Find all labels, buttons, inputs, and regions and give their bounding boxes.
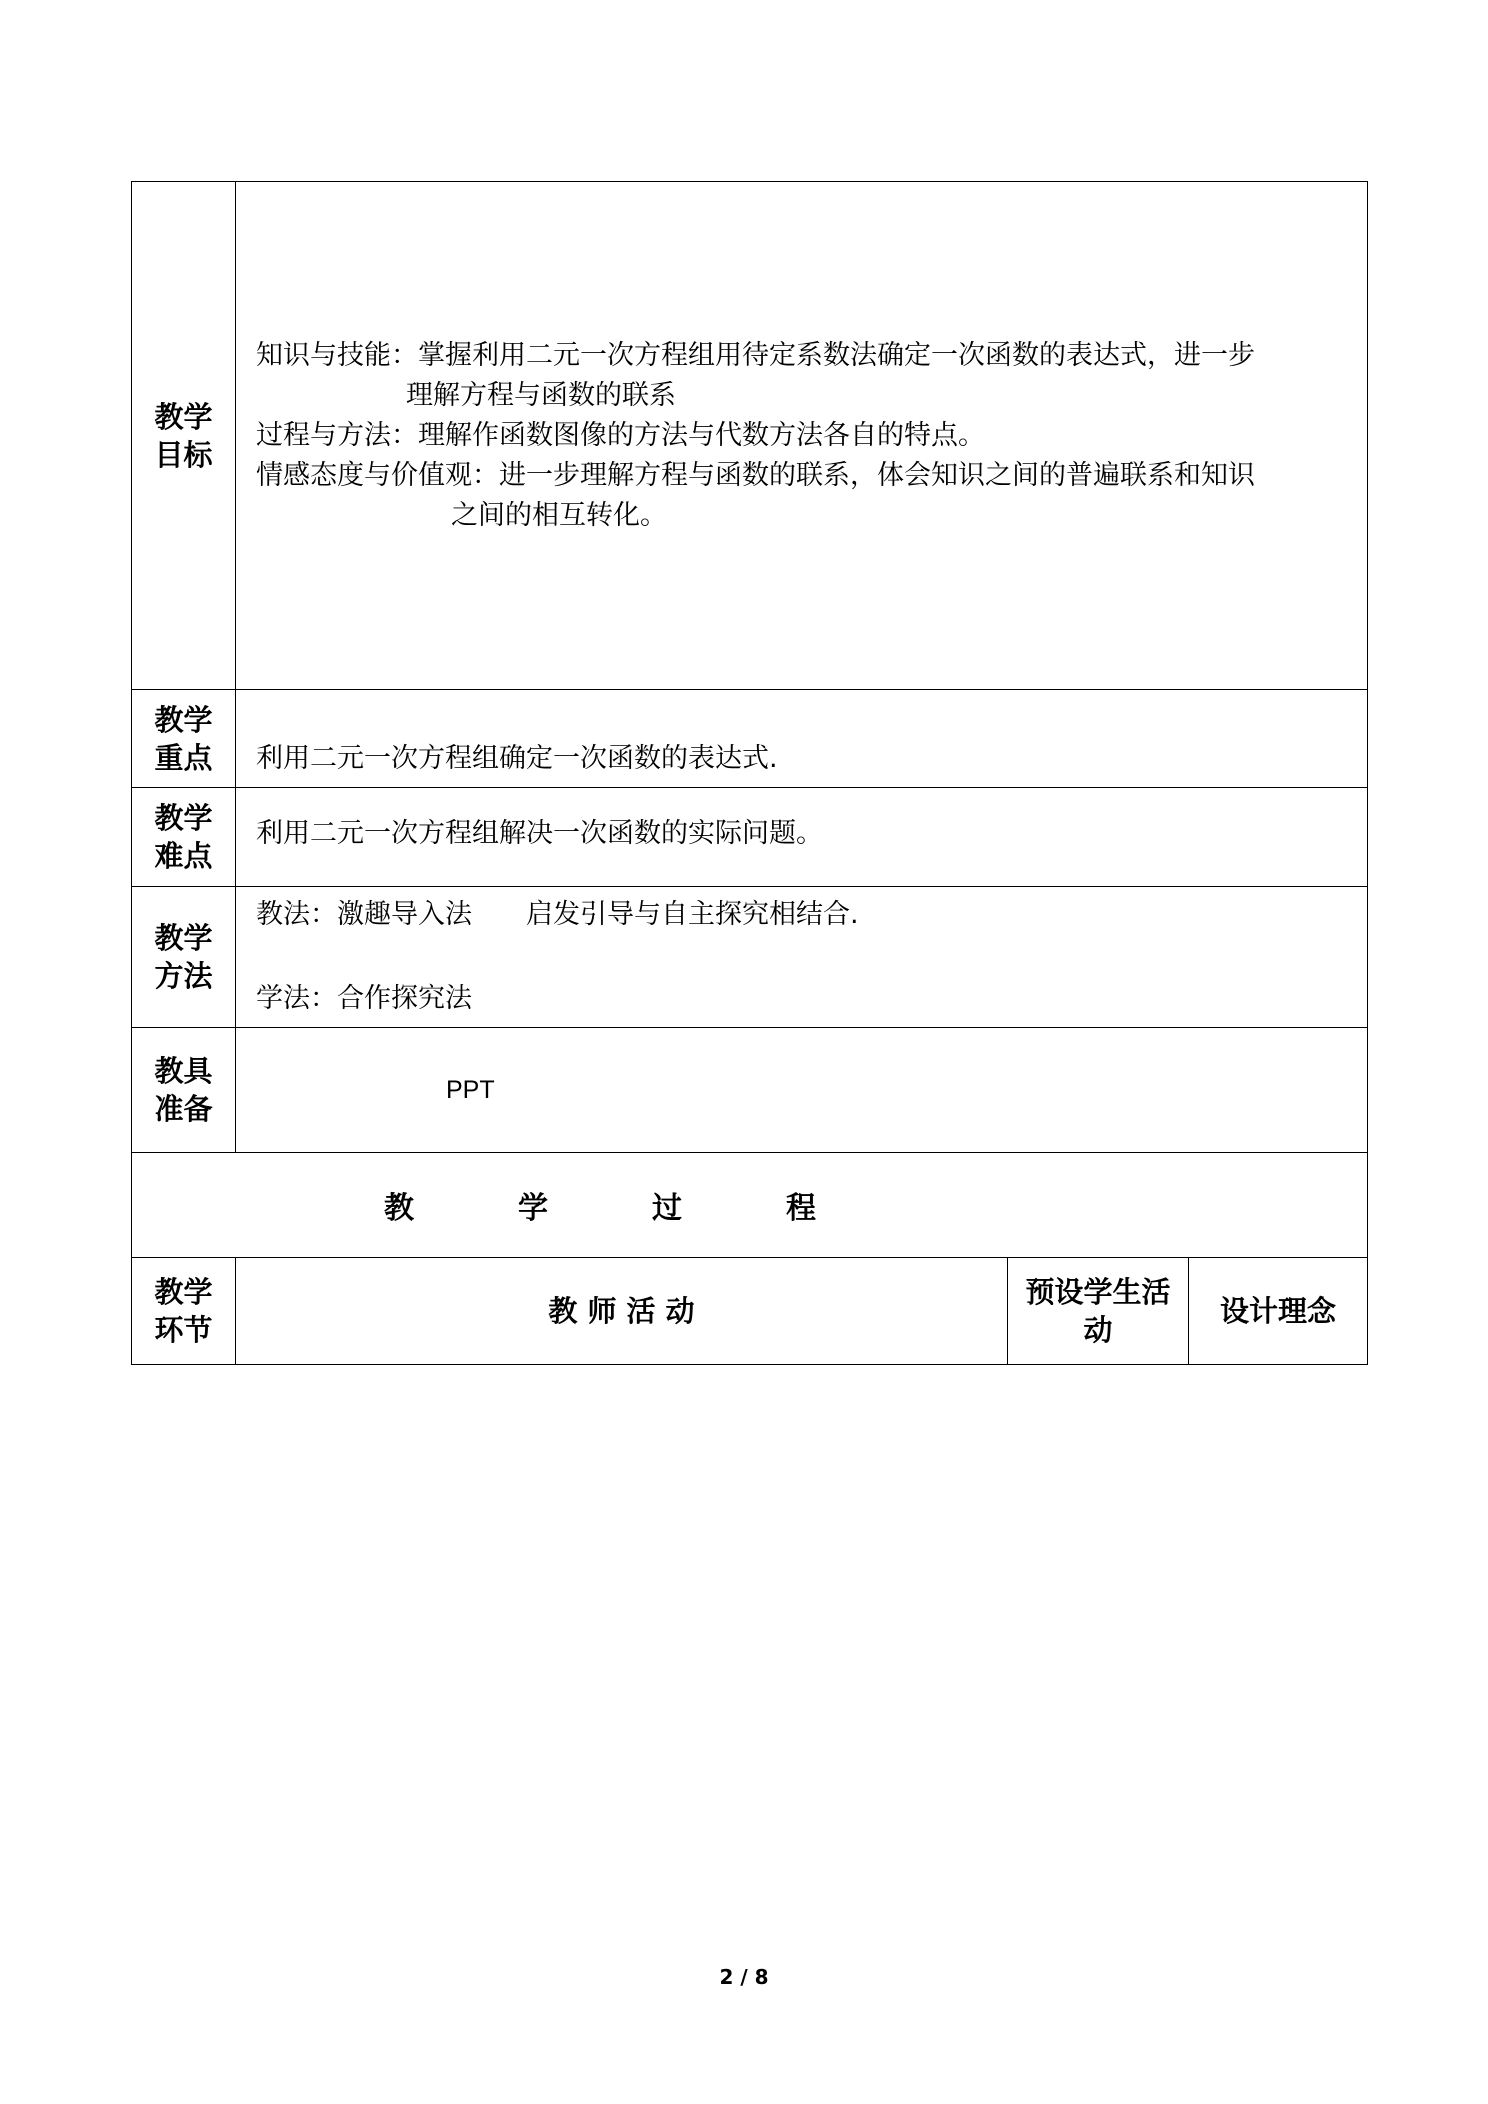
header-student-activity: 预设学生活 动: [1008, 1258, 1189, 1365]
tools-label: 教具 准备: [132, 1028, 236, 1153]
row-methods: [132, 887, 1368, 1028]
row-key-points: [132, 690, 1368, 788]
methods-content: [236, 887, 1368, 1028]
row-headers: [132, 1258, 1368, 1365]
process-title: 教 学 过 程: [132, 1153, 1368, 1258]
row-tools: [132, 1028, 1368, 1153]
objective-attitude-cont: 之间的相互转化。: [451, 499, 667, 531]
row-process-title: [132, 1153, 1368, 1258]
page-number: 2 / 8: [719, 1965, 769, 1989]
teaching-method: 教法：激趣导入法 启发引导与自主探究相结合.: [256, 899, 859, 930]
header-teacher-activity: 教 师 活 动: [236, 1258, 1008, 1365]
row-objectives: [132, 182, 1368, 690]
difficulties-content: 利用二元一次方程组解决一次函数的实际问题。: [236, 788, 1368, 887]
tools-content: PPT: [236, 1028, 1368, 1153]
key-points-content: 利用二元一次方程组确定一次函数的表达式.: [236, 690, 1368, 788]
header-stage: 教学 环节: [132, 1258, 236, 1365]
objective-knowledge: 知识与技能：掌握利用二元一次方程组用待定系数法确定一次函数的表达式，进一步: [256, 339, 1255, 371]
objective-attitude: 情感态度与价值观：进一步理解方程与函数的联系，体会知识之间的普遍联系和知识: [256, 459, 1255, 491]
objectives-content: [236, 182, 1368, 690]
row-difficulties: [132, 788, 1368, 887]
objective-knowledge-cont: 理解方程与函数的联系: [406, 379, 676, 411]
difficulties-label: 教学 难点: [132, 788, 236, 887]
header-design-concept: 设计理念: [1189, 1258, 1368, 1365]
learning-method: 学法：合作探究法: [256, 983, 472, 1014]
key-points-label: 教学 重点: [132, 690, 236, 788]
objectives-label: 教学 目标: [132, 182, 236, 690]
lesson-plan-table: [131, 181, 1368, 1365]
objective-process: 过程与方法：理解作函数图像的方法与代数方法各自的特点。: [256, 419, 985, 451]
methods-label: 教学 方法: [132, 887, 236, 1028]
